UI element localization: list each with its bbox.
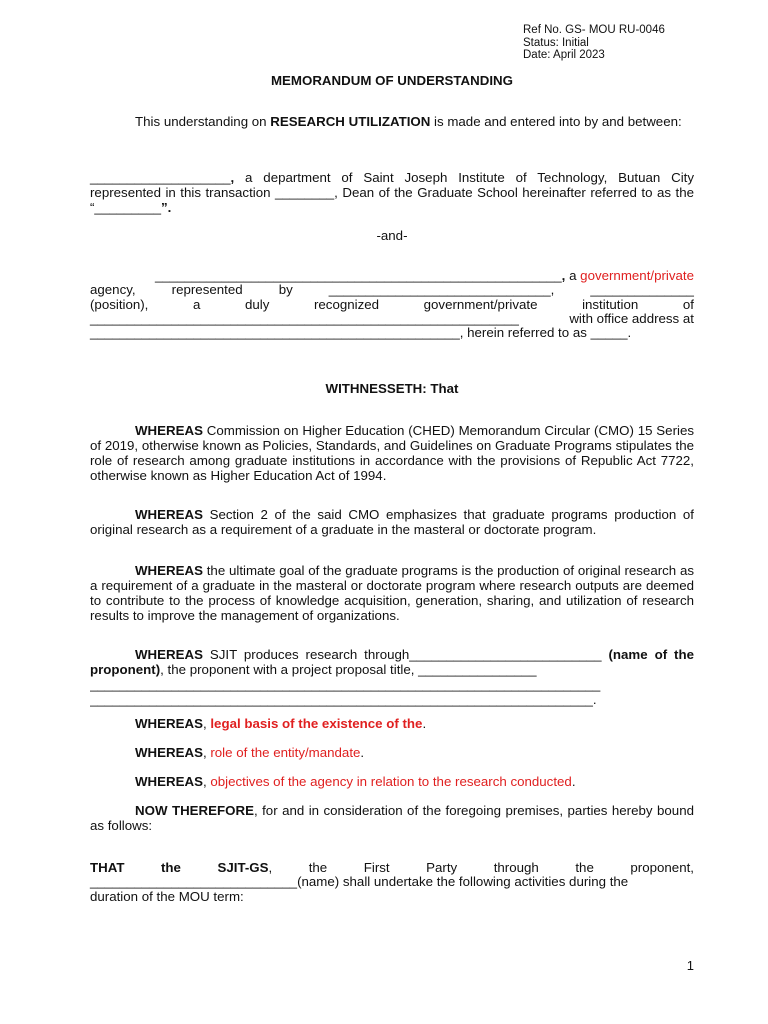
second-party-line-4: __________________________________________________________ with office address at [90, 311, 694, 326]
status-text: Status: Initial [523, 36, 589, 49]
first-party-blank: ___________________ [90, 170, 231, 185]
proposal-title-blank-2: ____________________________________________________________________. [90, 692, 597, 707]
whereas-paragraph-3: WHEREAS the ultimate goal of the graduate programs is the production of original research as a requirement of a graduate in the masteral or doctorate program where research outputs are deemed to contribute to the process of knowledge acquisition, generation, sharing, and utilization of research results to improve the management of organizations. [90, 563, 694, 623]
whereas-role-mandate: WHEREAS, role of the entity/mandate. [135, 745, 365, 760]
that-clause-line-3: duration of the MOU term: [90, 889, 244, 904]
role-mandate-placeholder: role of the entity/mandate [210, 745, 361, 760]
document-title: MEMORANDUM OF UNDERSTANDING [270, 73, 514, 88]
now-therefore-paragraph: NOW THEREFORE, for and in consideration of the foregoing premises, parties hereby bound as follows: [90, 803, 694, 833]
that-clause-line-1: THAT the SJIT-GS, the First Party through the proponent, [90, 860, 694, 875]
objectives-placeholder: objectives of the agency in relation to the research conducted [210, 774, 572, 789]
second-party-line-5: __________________________________________________, herein referred to as _____. [90, 325, 632, 340]
second-party-line-2: agency, represented by ______________________________, ______________ [90, 282, 694, 297]
whereas-paragraph-1: WHEREAS Commission on Higher Education (CHED) Memorandum Circular (CMO) 15 Series of 2019, otherwise known as Policies, Standards, and Guidelines on Graduate Programs stipulates the role of research among graduate institutions in accordance with the provisions of Republic Act 7722, otherwise known as Higher Education Act of 1994. [90, 423, 694, 483]
whereas-paragraph-2: WHEREAS Section 2 of the said CMO emphasizes that graduate programs production of original research as a requirement of a graduate in the masteral or doctorate program. [90, 507, 694, 537]
that-clause-line-2: ____________________________(name) shall undertake the following activities during the [90, 874, 629, 889]
legal-basis-placeholder: legal basis of the existence of the [210, 716, 423, 731]
proposal-title-blank-1: _____________________________________________________________________ [90, 677, 601, 692]
witnesseth-heading: WITHNESSETH: That [325, 381, 459, 396]
ref-number: Ref No. GS- MOU RU-0046 [523, 24, 665, 36]
first-party-paragraph: ___________________, a department of Saint Joseph Institute of Technology, Butuan City represented in this transaction ________, Dean of the Graduate School hereinafter referred to as the “_________”. [90, 170, 694, 215]
second-party-line-1: _______________________________________________________, a government/private [154, 268, 694, 283]
intro-paragraph: This understanding on RESEARCH UTILIZATION is made and entered into by and between: [135, 114, 682, 129]
government-private-placeholder: government/private [580, 268, 694, 283]
sjit-gs-label: SJIT-GS [217, 860, 269, 875]
date-text: Date: April 2023 [523, 49, 605, 61]
and-separator: -and- [376, 228, 408, 243]
page-number: 1 [686, 958, 694, 973]
whereas-objectives: WHEREAS, objectives of the agency in relation to the research conducted. [135, 774, 576, 789]
reference-block [523, 24, 665, 62]
second-party-line-3: (position), a duly recognized government/private institution of [90, 297, 694, 312]
whereas-legal-basis: WHEREAS, legal basis of the existence of the. [135, 716, 427, 731]
research-utilization-label: RESEARCH UTILIZATION [270, 114, 431, 129]
whereas-sjit-paragraph: WHEREAS SJIT produces research through__________________________ (name of the proponent), the proponent with a project proposal title, ________________ [90, 647, 694, 677]
